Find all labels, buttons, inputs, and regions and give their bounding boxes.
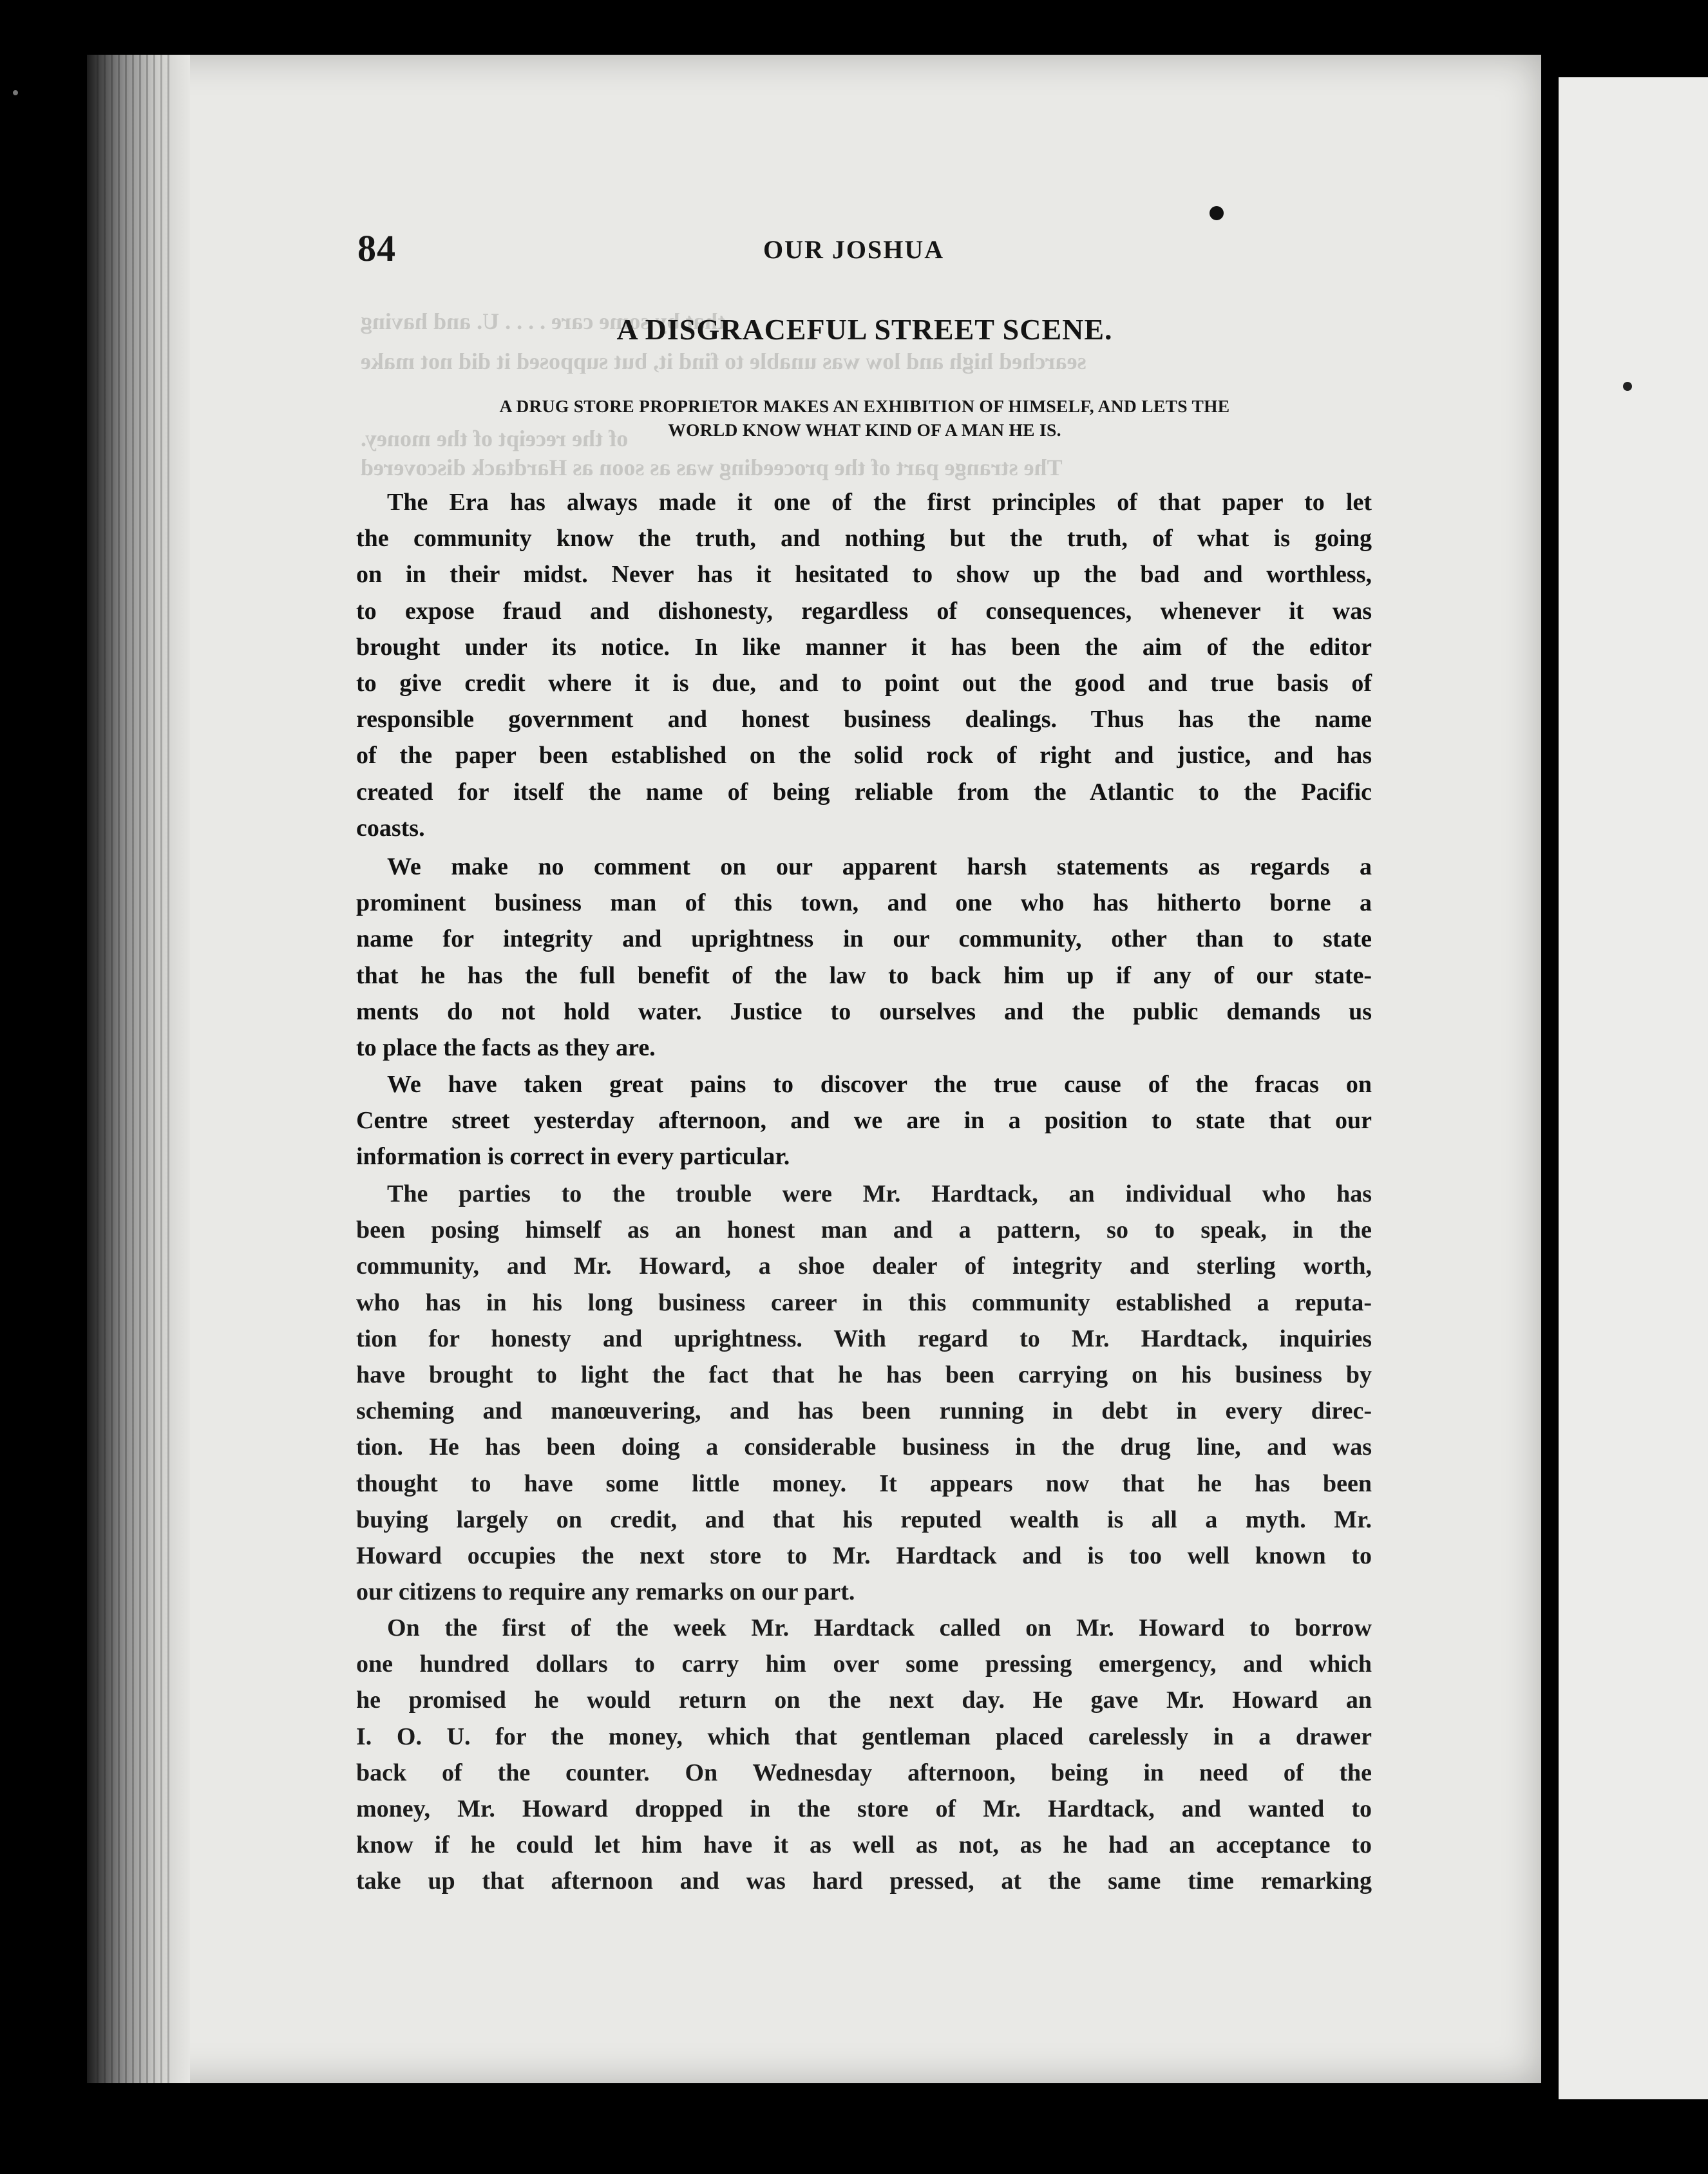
text-line: I. O. U. for the money, which that gentleman placed carelessly in a drawer [356,1723,1372,1750]
text-line: to give credit where it is due, and to point out the good and true basis of [356,670,1372,697]
text-line: to expose fraud and dishonesty, regardless of consequences, whenever it was [356,597,1372,625]
text-line: take up that afternoon and was hard pressed, at the same time remarking [356,1867,1372,1895]
text-line: community, and Mr. Howard, a shoe dealer of integrity and sterling worth, [356,1252,1372,1280]
text-line: to place the facts as they are. [356,1034,656,1062]
paragraph [356,484,1372,846]
text-line: who has in his long business career in this community established a reputa- [356,1289,1372,1316]
text-line: of the paper been established on the solid rock of right and justice, and has [356,742,1372,770]
text-line: back of the counter. On Wednesday afternoon, being in need of the [356,1759,1372,1786]
text-line: On the first of the week Mr. Hardtack called on Mr. Howard to borrow [387,1614,1372,1641]
text-line: brought under its notice. In like manner it has been the aim of the editor [356,633,1372,661]
text-line: Howard occupies the next store to Mr. Hardtack and is too well known to [356,1542,1372,1570]
subhead-line: A DRUG STORE PROPRIETOR MAKES AN EXHIBITION OF HIMSELF, AND LETS THE [499,396,1230,416]
text-line: information is correct in every particular. [356,1143,790,1171]
text-line: prominent business man of this town, and one who has hitherto borne a [356,889,1372,917]
facing-page-edge [1559,77,1708,2099]
text-line: The parties to the trouble were Mr. Hardtack, an individual who has [387,1180,1372,1207]
page-edge-lines [97,55,174,2083]
running-head: OUR JOSHUA [763,235,945,264]
paragraph [356,1176,1372,1610]
article-subhead [357,394,1372,442]
text-line: money, Mr. Howard dropped in the store of Mr. Hardtack, and wanted to [356,1795,1372,1823]
paragraph [356,849,1372,1066]
text-line: coasts. [356,814,425,842]
text-line: buying largely on credit, and that his reputed wealth is all a myth. Mr. [356,1506,1372,1533]
text-line: on in their midst. Never has it hesitated to show up the bad and worthless, [356,561,1372,589]
text-line: thought to have some little money. It appears now that he has been [356,1470,1372,1497]
text-line: our citizens to require any remarks on our part. [356,1578,855,1606]
text-line: ments do not hold water. Justice to ourselves and the public demands us [356,997,1372,1025]
text-line: he promised he would return on the next day. He gave Mr. Howard an [356,1687,1372,1714]
article-headline: A DISGRACEFUL STREET SCENE. [616,313,1113,346]
text-line: created for itself the name of being reliable from the Atlantic to the Pacific [356,778,1372,806]
bleed-through-text: searched high and low was unable to find it, but supposed it did not make [361,348,1086,374]
paragraph [356,1066,1372,1175]
text-line: have brought to light the fact that he has been carrying on his business by [356,1361,1372,1389]
bleed-through-text: that by some care . . . . U. and having [361,308,726,334]
text-line: one hundred dollars to carry him over some pressing emergency, and which [356,1650,1372,1678]
bleed-through-text: of the receipt of the money. [361,426,629,451]
subhead-line: WORLD KNOW WHAT KIND OF A MAN HE IS. [668,420,1061,440]
bleed-through-text: The strange part of the proceeding was as soon as Hardtack discovered [361,455,1063,480]
text-line: tion for honesty and uprightness. With regard to Mr. Hardtack, inquiries [356,1325,1372,1352]
text-line: name for integrity and uprightness in our community, other than to state [356,925,1372,953]
text-line: that he has the full benefit of the law to back him up if any of our state- [356,961,1372,989]
text-line: tion. He has been doing a considerable business in the drug line, and was [356,1433,1372,1461]
ink-spot [1623,382,1632,391]
ink-spot [1210,206,1224,220]
text-line: been posing himself as an honest man and a pattern, so to speak, in the [356,1216,1372,1244]
page-header [357,227,1372,272]
text-line: know if he could let him have it as well as not, as he had an acceptance to [356,1831,1372,1859]
dust-speck [13,90,18,95]
text-line: The Era has always made it one of the first principles of that paper to let [387,489,1372,516]
text-line: the community know the truth, and nothing but the truth, of what is going [356,525,1372,553]
text-line: scheming and manœuvering, and has been running in debt in every direc- [356,1397,1372,1425]
text-line: responsible government and honest business dealings. Thus has the name [356,706,1372,733]
text-line: We make no comment on our apparent harsh statements as regards a [387,853,1372,880]
text-line: Centre street yesterday afternoon, and we are in a position to state that our [356,1107,1372,1135]
text-line: We have taken great pains to discover the true cause of the fracas on [387,1071,1372,1098]
page-number: 84 [357,227,396,269]
paragraph [356,1610,1372,1900]
